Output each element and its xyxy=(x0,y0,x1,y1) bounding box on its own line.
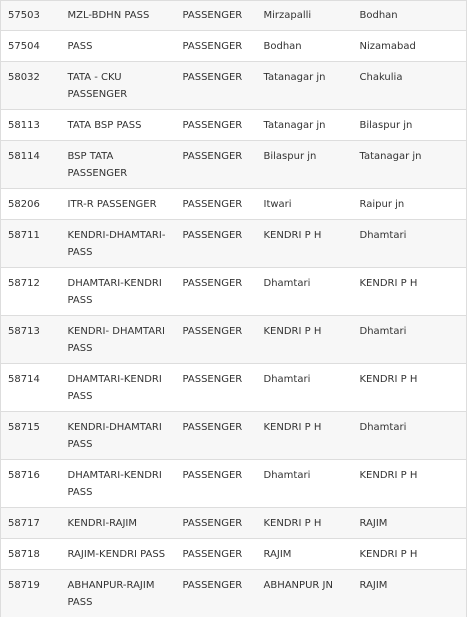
train-number: 57503 xyxy=(1,1,61,31)
table-row[interactable] xyxy=(1,110,467,141)
train-from-station: Bilaspur jn xyxy=(257,141,353,189)
train-from-station: Bodhan xyxy=(257,31,353,62)
train-name: ITR-R PASSENGER xyxy=(61,189,176,220)
train-table-body xyxy=(1,1,467,617)
train-from-station: RAJIM xyxy=(257,539,353,570)
table-row[interactable] xyxy=(1,316,467,364)
table-row[interactable] xyxy=(1,31,467,62)
table-row[interactable] xyxy=(1,62,467,110)
table-row[interactable] xyxy=(1,539,467,570)
train-name: PASS xyxy=(61,31,176,62)
train-type: PASSENGER xyxy=(176,189,257,220)
table-row[interactable] xyxy=(1,412,467,460)
train-to-station: Chakulia xyxy=(353,62,467,110)
train-to-station: KENDRI P H xyxy=(353,460,467,508)
train-to-station: Nizamabad xyxy=(353,31,467,62)
train-name: DHAMTARI-KENDRI PASS xyxy=(61,364,176,412)
train-type: PASSENGER xyxy=(176,31,257,62)
train-to-station: Dhamtari xyxy=(353,220,467,268)
train-name: MZL-BDHN PASS xyxy=(61,1,176,31)
train-number: 58114 xyxy=(1,141,61,189)
train-type: PASSENGER xyxy=(176,62,257,110)
train-number: 58712 xyxy=(1,268,61,316)
train-type: PASSENGER xyxy=(176,220,257,268)
train-name: TATA - CKU PASSENGER xyxy=(61,62,176,110)
train-type: PASSENGER xyxy=(176,316,257,364)
train-name: BSP TATA PASSENGER xyxy=(61,141,176,189)
train-number: 58113 xyxy=(1,110,61,141)
train-name: DHAMTARI-KENDRI PASS xyxy=(61,268,176,316)
train-name: KENDRI-DHAMTARI PASS xyxy=(61,412,176,460)
train-number: 58032 xyxy=(1,62,61,110)
train-to-station: KENDRI P H xyxy=(353,268,467,316)
train-to-station: RAJIM xyxy=(353,508,467,539)
table-row[interactable] xyxy=(1,508,467,539)
train-from-station: ABHANPUR JN xyxy=(257,570,353,617)
train-number: 58719 xyxy=(1,570,61,617)
train-number: 57504 xyxy=(1,31,61,62)
train-type: PASSENGER xyxy=(176,508,257,539)
table-row[interactable] xyxy=(1,460,467,508)
table-row[interactable] xyxy=(1,189,467,220)
train-to-station: Tatanagar jn xyxy=(353,141,467,189)
train-number: 58714 xyxy=(1,364,61,412)
train-to-station: RAJIM xyxy=(353,570,467,617)
train-from-station: KENDRI P H xyxy=(257,412,353,460)
train-number: 58718 xyxy=(1,539,61,570)
train-type: PASSENGER xyxy=(176,1,257,31)
train-to-station: Dhamtari xyxy=(353,412,467,460)
train-number: 58715 xyxy=(1,412,61,460)
train-type: PASSENGER xyxy=(176,141,257,189)
train-from-station: Dhamtari xyxy=(257,268,353,316)
train-number: 58717 xyxy=(1,508,61,539)
table-row[interactable] xyxy=(1,364,467,412)
train-to-station: Raipur jn xyxy=(353,189,467,220)
train-from-station: Itwari xyxy=(257,189,353,220)
train-name: KENDRI- DHAMTARI PASS xyxy=(61,316,176,364)
train-type: PASSENGER xyxy=(176,539,257,570)
table-row[interactable] xyxy=(1,141,467,189)
train-number: 58713 xyxy=(1,316,61,364)
train-from-station: KENDRI P H xyxy=(257,316,353,364)
train-to-station: Bodhan xyxy=(353,1,467,31)
train-number: 58711 xyxy=(1,220,61,268)
table-row[interactable] xyxy=(1,220,467,268)
train-from-station: Mirzapalli xyxy=(257,1,353,31)
train-type: PASSENGER xyxy=(176,110,257,141)
train-from-station: Tatanagar jn xyxy=(257,110,353,141)
train-from-station: Tatanagar jn xyxy=(257,62,353,110)
table-row[interactable] xyxy=(1,1,467,31)
train-type: PASSENGER xyxy=(176,460,257,508)
train-type: PASSENGER xyxy=(176,412,257,460)
table-row[interactable] xyxy=(1,268,467,316)
train-number: 58716 xyxy=(1,460,61,508)
train-name: RAJIM-KENDRI PASS xyxy=(61,539,176,570)
table-row[interactable] xyxy=(1,570,467,617)
train-from-station: KENDRI P H xyxy=(257,508,353,539)
train-number: 58206 xyxy=(1,189,61,220)
train-name: DHAMTARI-KENDRI PASS xyxy=(61,460,176,508)
train-from-station: Dhamtari xyxy=(257,364,353,412)
train-type: PASSENGER xyxy=(176,570,257,617)
train-name: KENDRI-DHAMTARI-PASS xyxy=(61,220,176,268)
train-type: PASSENGER xyxy=(176,364,257,412)
train-name: ABHANPUR-RAJIM PASS xyxy=(61,570,176,617)
train-to-station: KENDRI P H xyxy=(353,364,467,412)
train-from-station: Dhamtari xyxy=(257,460,353,508)
train-to-station: Dhamtari xyxy=(353,316,467,364)
train-from-station: KENDRI P H xyxy=(257,220,353,268)
train-type: PASSENGER xyxy=(176,268,257,316)
train-name: KENDRI-RAJIM xyxy=(61,508,176,539)
train-to-station: Bilaspur jn xyxy=(353,110,467,141)
train-to-station: KENDRI P H xyxy=(353,539,467,570)
train-name: TATA BSP PASS xyxy=(61,110,176,141)
